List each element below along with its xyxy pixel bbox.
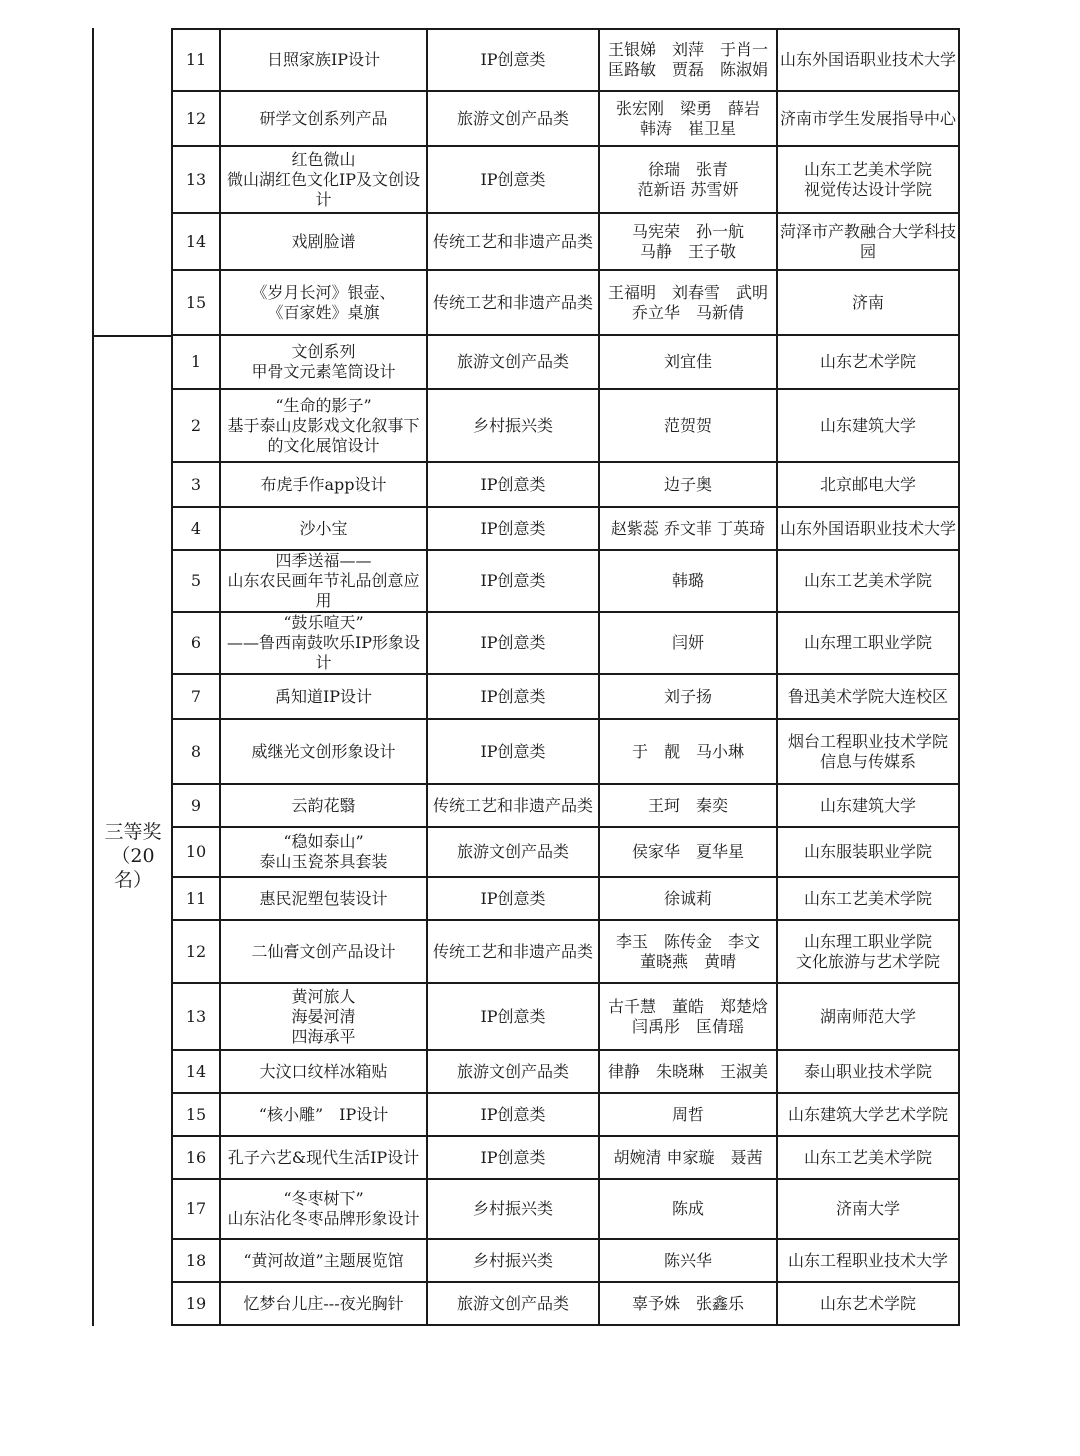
entry-title: 惠民泥塑包装设计 — [220, 877, 427, 920]
entry-authors: 张宏刚 梁勇 薛岩 韩涛 崔卫星 — [599, 91, 777, 146]
entry-unit: 山东服装职业学院 — [777, 827, 959, 877]
entry-authors: 王福明 刘春雪 武明 乔立华 马新倩 — [599, 270, 777, 335]
entry-category: IP创意类 — [427, 674, 599, 719]
entry-number: 13 — [172, 146, 220, 213]
entry-category: IP创意类 — [427, 877, 599, 920]
table-row — [172, 1282, 959, 1325]
table-row — [172, 462, 959, 507]
entry-category: IP创意类 — [427, 462, 599, 507]
entry-title: 研学文创系列产品 — [220, 91, 427, 146]
table-row — [172, 1239, 959, 1282]
entry-unit: 山东工程职业技术大学 — [777, 1239, 959, 1282]
entry-title: 文创系列 甲骨文元素笔筒设计 — [220, 335, 427, 389]
table-row — [172, 507, 959, 550]
entry-authors: 徐诚莉 — [599, 877, 777, 920]
entry-unit: 济南 — [777, 270, 959, 335]
table-row — [172, 91, 959, 146]
table-row — [172, 1050, 959, 1093]
entry-category: 旅游文创产品类 — [427, 335, 599, 389]
table-row — [172, 920, 959, 983]
entry-title: 禹知道IP设计 — [220, 674, 427, 719]
entry-number: 15 — [172, 1093, 220, 1136]
entry-authors: 边子奥 — [599, 462, 777, 507]
entry-authors: 刘子扬 — [599, 674, 777, 719]
entry-category: 旅游文创产品类 — [427, 1282, 599, 1325]
entry-authors: 李玉 陈传金 李文 董晓燕 黄晴 — [599, 920, 777, 983]
entry-title: 黄河旅人 海晏河清 四海承平 — [220, 983, 427, 1050]
award-group-divider — [92, 335, 172, 337]
entry-title: 威继光文创形象设计 — [220, 719, 427, 784]
entry-number: 15 — [172, 270, 220, 335]
entry-title: 孔子六艺&现代生活IP设计 — [220, 1136, 427, 1179]
award-group-label: 三等奖 （20 名） — [104, 821, 162, 891]
entry-unit: 鲁迅美术学院大连校区 — [777, 674, 959, 719]
entry-title: 《岁月长河》银壶、 《百家姓》桌旗 — [220, 270, 427, 335]
entry-number: 3 — [172, 462, 220, 507]
entry-unit: 北京邮电大学 — [777, 462, 959, 507]
entry-authors: 徐瑞 张青 范新语 苏雪妍 — [599, 146, 777, 213]
entry-title: 大汶口纹样冰箱贴 — [220, 1050, 427, 1093]
entry-number: 12 — [172, 920, 220, 983]
table-row — [172, 1179, 959, 1239]
entry-category: IP创意类 — [427, 29, 599, 91]
entry-category: 传统工艺和非遗产品类 — [427, 784, 599, 827]
entry-number: 19 — [172, 1282, 220, 1325]
table-row — [172, 877, 959, 920]
table-row — [172, 550, 959, 612]
entry-unit: 山东理工职业学院 文化旅游与艺术学院 — [777, 920, 959, 983]
entry-title: 忆梦台儿庄---夜光胸针 — [220, 1282, 427, 1325]
entry-authors: 陈成 — [599, 1179, 777, 1239]
entry-unit: 烟台工程职业技术学院 信息与传媒系 — [777, 719, 959, 784]
results-table — [171, 28, 960, 1326]
entry-unit: 湖南师范大学 — [777, 983, 959, 1050]
entry-authors: 古千慧 董皓 郑楚焓 闫禹彤 匡倩瑶 — [599, 983, 777, 1050]
entry-unit: 山东工艺美术学院 视觉传达设计学院 — [777, 146, 959, 213]
entry-authors: 韩璐 — [599, 550, 777, 612]
entry-number: 12 — [172, 91, 220, 146]
entry-category: IP创意类 — [427, 146, 599, 213]
entry-number: 11 — [172, 877, 220, 920]
table-row — [172, 270, 959, 335]
entry-number: 14 — [172, 1050, 220, 1093]
entry-title: “生命的影子” 基于泰山皮影戏文化叙事下 的文化展馆设计 — [220, 389, 427, 462]
entry-title: 二仙膏文创产品设计 — [220, 920, 427, 983]
entry-number: 7 — [172, 674, 220, 719]
entry-title: 红色微山 微山湖红色文化IP及文创设 计 — [220, 146, 427, 213]
entry-title: 戏剧脸谱 — [220, 213, 427, 270]
entry-number: 14 — [172, 213, 220, 270]
entry-title: 四季送福—— 山东农民画年节礼品创意应 用 — [220, 550, 427, 612]
entry-authors: 律静 朱晓琳 王淑美 — [599, 1050, 777, 1093]
award-column-left-border — [92, 28, 94, 1326]
entry-title: “鼓乐喧天” ——鲁西南鼓吹乐IP形象设 计 — [220, 612, 427, 674]
table-row — [172, 213, 959, 270]
entry-number: 16 — [172, 1136, 220, 1179]
entry-category: 乡村振兴类 — [427, 1179, 599, 1239]
entry-unit: 济南市学生发展指导中心 — [777, 91, 959, 146]
entry-unit: 泰山职业技术学院 — [777, 1050, 959, 1093]
entry-category: IP创意类 — [427, 550, 599, 612]
entry-category: IP创意类 — [427, 507, 599, 550]
table-row — [172, 612, 959, 674]
entry-number: 5 — [172, 550, 220, 612]
entry-unit: 济南大学 — [777, 1179, 959, 1239]
entry-category: 乡村振兴类 — [427, 389, 599, 462]
entry-number: 10 — [172, 827, 220, 877]
table-row — [172, 389, 959, 462]
table-row — [172, 674, 959, 719]
entry-category: IP创意类 — [427, 1093, 599, 1136]
entry-authors: 王珂 秦奕 — [599, 784, 777, 827]
entry-authors: 赵紫蕊 乔文菲 丁英琦 — [599, 507, 777, 550]
entry-title: 云韵花翳 — [220, 784, 427, 827]
entry-unit: 山东工艺美术学院 — [777, 877, 959, 920]
entry-number: 17 — [172, 1179, 220, 1239]
entry-number: 18 — [172, 1239, 220, 1282]
entry-authors: 周哲 — [599, 1093, 777, 1136]
entry-category: IP创意类 — [427, 719, 599, 784]
entry-unit: 山东外国语职业技术大学 — [777, 29, 959, 91]
entry-category: 旅游文创产品类 — [427, 1050, 599, 1093]
entry-authors: 辜予姝 张鑫乐 — [599, 1282, 777, 1325]
entry-authors: 马宪荣 孙一航 马静 王子敬 — [599, 213, 777, 270]
table-row — [172, 827, 959, 877]
entry-number: 1 — [172, 335, 220, 389]
entry-title: 沙小宝 — [220, 507, 427, 550]
entry-authors: 于 靓 马小琳 — [599, 719, 777, 784]
entry-unit: 山东建筑大学艺术学院 — [777, 1093, 959, 1136]
entry-category: 旅游文创产品类 — [427, 827, 599, 877]
entry-number: 9 — [172, 784, 220, 827]
entry-title: “核小雕” IP设计 — [220, 1093, 427, 1136]
entry-unit: 山东工艺美术学院 — [777, 1136, 959, 1179]
entry-authors: 闫妍 — [599, 612, 777, 674]
entry-number: 6 — [172, 612, 220, 674]
entry-category: IP创意类 — [427, 983, 599, 1050]
entry-unit: 菏泽市产教融合大学科技园 — [777, 213, 959, 270]
entry-unit: 山东建筑大学 — [777, 784, 959, 827]
entry-authors: 刘宜佳 — [599, 335, 777, 389]
entry-unit: 山东外国语职业技术大学 — [777, 507, 959, 550]
entry-unit: 山东理工职业学院 — [777, 612, 959, 674]
entry-category: IP创意类 — [427, 1136, 599, 1179]
entry-unit: 山东艺术学院 — [777, 335, 959, 389]
entry-authors: 侯家华 夏华星 — [599, 827, 777, 877]
entry-number: 13 — [172, 983, 220, 1050]
entry-number: 4 — [172, 507, 220, 550]
table-row — [172, 29, 959, 91]
entry-authors: 范贺贺 — [599, 389, 777, 462]
entry-title: 布虎手作app设计 — [220, 462, 427, 507]
table-row — [172, 1093, 959, 1136]
entry-authors: 陈兴华 — [599, 1239, 777, 1282]
entry-unit: 山东建筑大学 — [777, 389, 959, 462]
entry-category: 传统工艺和非遗产品类 — [427, 270, 599, 335]
entry-unit: 山东艺术学院 — [777, 1282, 959, 1325]
entry-category: 旅游文创产品类 — [427, 91, 599, 146]
entry-number: 8 — [172, 719, 220, 784]
entry-number: 11 — [172, 29, 220, 91]
table-row — [172, 983, 959, 1050]
entry-title: “黄河故道”主题展览馆 — [220, 1239, 427, 1282]
results-table-body — [172, 29, 959, 1325]
table-row — [172, 146, 959, 213]
entry-category: IP创意类 — [427, 612, 599, 674]
table-row — [172, 719, 959, 784]
entry-authors: 王银娣 刘萍 于肖一 匡路敏 贾磊 陈淑娟 — [599, 29, 777, 91]
entry-title: “稳如泰山” 泰山玉瓷茶具套装 — [220, 827, 427, 877]
table-row — [172, 335, 959, 389]
entry-title: “冬枣树下” 山东沾化冬枣品牌形象设计 — [220, 1179, 427, 1239]
entry-unit: 山东工艺美术学院 — [777, 550, 959, 612]
entry-category: 传统工艺和非遗产品类 — [427, 920, 599, 983]
entry-category: 传统工艺和非遗产品类 — [427, 213, 599, 270]
table-row — [172, 1136, 959, 1179]
entry-category: 乡村振兴类 — [427, 1239, 599, 1282]
entry-number: 2 — [172, 389, 220, 462]
entry-title: 日照家族IP设计 — [220, 29, 427, 91]
table-row — [172, 784, 959, 827]
entry-authors: 胡婉清 申家璇 聂茜 — [599, 1136, 777, 1179]
